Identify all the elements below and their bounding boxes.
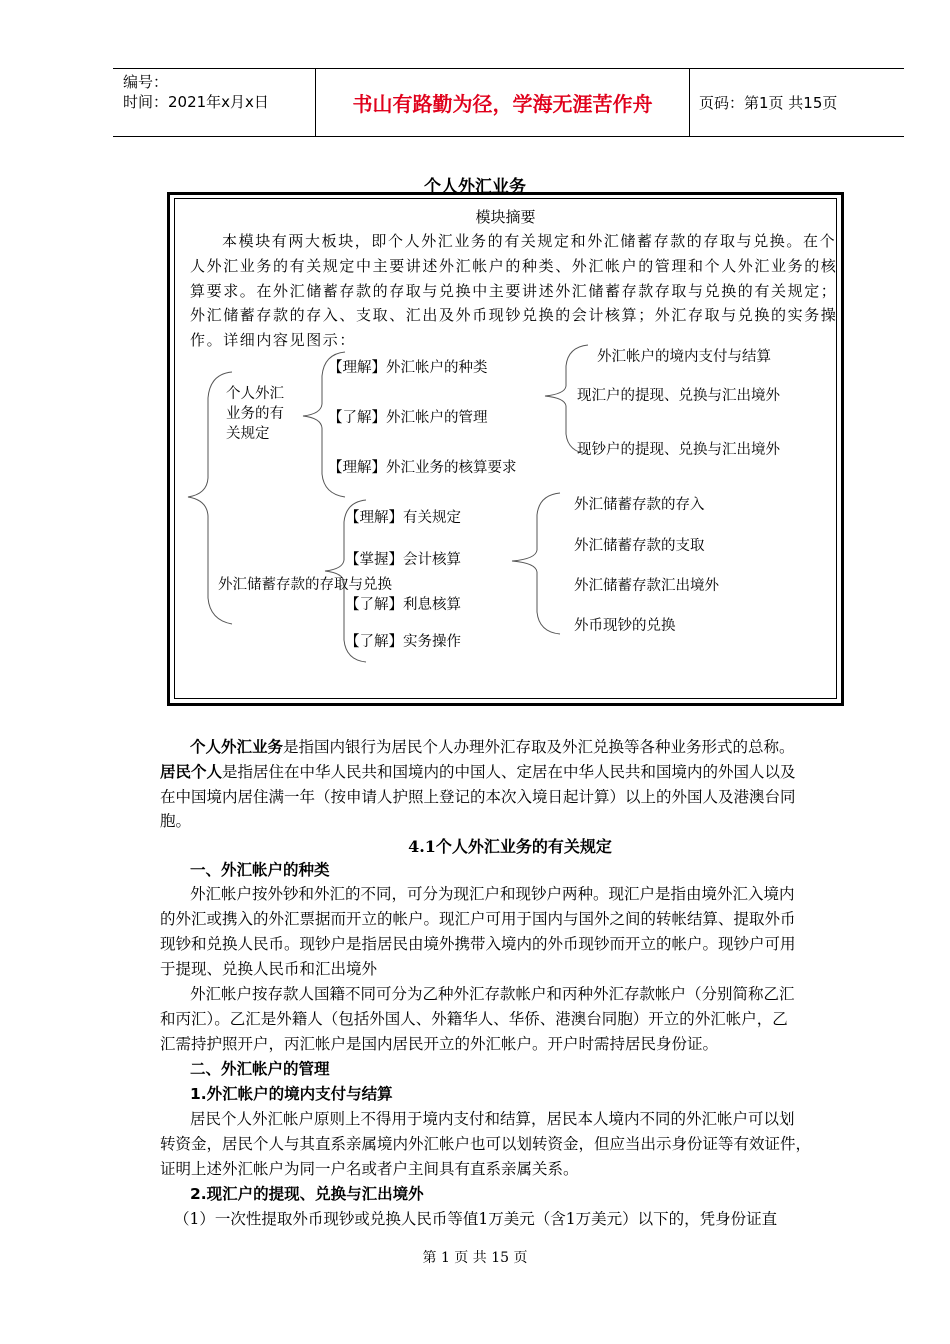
tree-leaf: 外汇储蓄存款的存入 [574, 497, 705, 513]
term-resident-individual: 居民个人 [160, 763, 223, 781]
tree-leaf: 外汇储蓄存款的支取 [574, 538, 705, 554]
intro-text: 是指国内银行为居民个人办理外汇存取及外汇兑换等各种业务形式的总称。 [283, 738, 795, 756]
tree-leaf: 外汇储蓄存款汇出境外 [574, 578, 719, 594]
subsection-heading: 二、外汇帐户的管理 [190, 1060, 330, 1078]
tree-leaf: 现汇户的提现、兑换与汇出境外 [577, 388, 780, 404]
subsection-heading: 一、外汇帐户的种类 [190, 861, 330, 879]
sub-subsection-heading: 2.现汇户的提现、兑换与汇出境外 [190, 1185, 424, 1203]
summary-line: 作。详细内容见图示： [190, 331, 357, 349]
tree-root-line: 业务的有 [226, 406, 284, 422]
header-motto: 书山有路勤为径，学海无涯苦作舟 [352, 91, 653, 116]
tree-root-line: 关规定 [226, 426, 270, 442]
paragraph-line: 转资金，居民个人与其直系亲属境内外汇帐户也可以划转资金，但应当出示身份证等有效证件， [160, 1135, 812, 1153]
tree-leaf: 外汇帐户的境内支付与结算 [597, 349, 771, 365]
summary-line: 算要求。在外汇储蓄存款的存取与兑换中主要讲述外汇储蓄存款存取与兑换的有关规定； [190, 282, 838, 300]
tree-root-fx-savings: 外汇储蓄存款的存取与兑换 [218, 577, 392, 593]
brace-leaves-2 [512, 493, 560, 634]
summary-line: 本模块有两大板块，即个人外汇业务的有关规定和外汇储蓄存款的存取与兑换。在个 [222, 232, 837, 250]
intro-text: 是指居住在中华人民共和国境内的中国人、定居在中华人民共和国境内的外国人以及 [222, 763, 796, 781]
tree-node: 【了解】利息核算 [345, 593, 463, 614]
paragraph-line: 于提现、兑换人民币和汇出境外 [160, 960, 378, 978]
section-title: 4.1个人外汇业务的有关规定 [408, 837, 612, 856]
paragraph-line: 外汇帐户按存款人国籍不同可分为乙种外汇存款帐户和丙种外汇存款帐户（分别简称乙汇 [190, 985, 795, 1003]
summary-line: 外汇储蓄存款的存入、支取、汇出及外币现钞兑换的会计核算；外汇存取与兑换的实务操 [190, 306, 838, 324]
paragraph-line: 外汇帐户按外钞和外汇的不同，可分为现汇户和现钞户两种。现汇户是指由境外汇入境内 [190, 885, 795, 903]
paragraph-line: 的外汇或携入的外汇票据而开立的帐户。现汇户可用于国内与国外之间的转帐结算、提取外币 [160, 910, 796, 928]
page-footer: 第 1 页 共 15 页 [422, 1250, 528, 1266]
paragraph-line: 证明上述外汇帐户为同一户名或者户主间具有直系亲属关系。 [160, 1160, 579, 1178]
tree-node: 【理解】外汇业务的核算要求 [328, 460, 517, 476]
paragraph-line: 和丙汇）。乙汇是外籍人（包括外国人、外籍华人、华侨、港澳台同胞）开立的外汇帐户，乙 [160, 1010, 788, 1028]
paragraph-line: 现钞和兑换人民币。现钞户是指居民由境外携带入境内的外币现钞而开立的帐户。现钞户可用 [160, 935, 796, 953]
term-personal-fx-business: 个人外汇业务 [190, 738, 284, 756]
tree-root-line: 个人外汇 [226, 386, 284, 402]
intro-paragraph-line [160, 760, 796, 782]
time-label: 时间：2021年x月x日 [123, 93, 269, 111]
number-label: 编号： [123, 73, 169, 91]
tree-node: 【理解】外汇帐户的种类 [328, 360, 488, 376]
intro-paragraph-line: 胞。 [160, 812, 192, 830]
paragraph-line: 汇需持护照开户，丙汇帐户是国内居民开立的外汇帐户。开户时需持居民身份证。 [160, 1035, 719, 1053]
tree-node: 【理解】有关规定 [345, 510, 461, 526]
summary-line: 人外汇业务的有关规定中主要讲述外汇帐户的种类、外汇帐户的管理和个人外汇业务的核 [190, 257, 838, 275]
tree-node: 【掌握】会计核算 [345, 552, 461, 568]
tree-leaf: 外币现钞的兑换 [574, 618, 676, 634]
tree-leaf: 现钞户的提现、兑换与汇出境外 [577, 442, 780, 458]
document-title: 个人外汇业务 [424, 177, 526, 197]
intro-paragraph-line [190, 735, 795, 757]
paragraph-line: （1）一次性提取外币现钞或兑换人民币等值1万美元（含1万美元）以下的，凭身份证直 [174, 1210, 778, 1228]
tree-node: 【了解】实务操作 [345, 634, 461, 650]
header-page-label: 页码：第1页 共15页 [699, 93, 838, 112]
tree-root-personal-fx-rules [226, 384, 284, 444]
intro-paragraph-line: 在中国境内居住满一年（按申请人护照上登记的本次入境日起计算）以上的外国人及港澳台同 [160, 788, 796, 806]
sub-subsection-heading: 1.外汇帐户的境内支付与结算 [190, 1085, 393, 1103]
paragraph-line: 居民个人外汇帐户原则上不得用于境内支付和结算，居民本人境内不同的外汇帐户可以划 [190, 1110, 795, 1128]
summary-heading: 模块摘要 [475, 208, 536, 226]
tree-node: 【了解】外汇帐户的管理 [328, 410, 488, 426]
